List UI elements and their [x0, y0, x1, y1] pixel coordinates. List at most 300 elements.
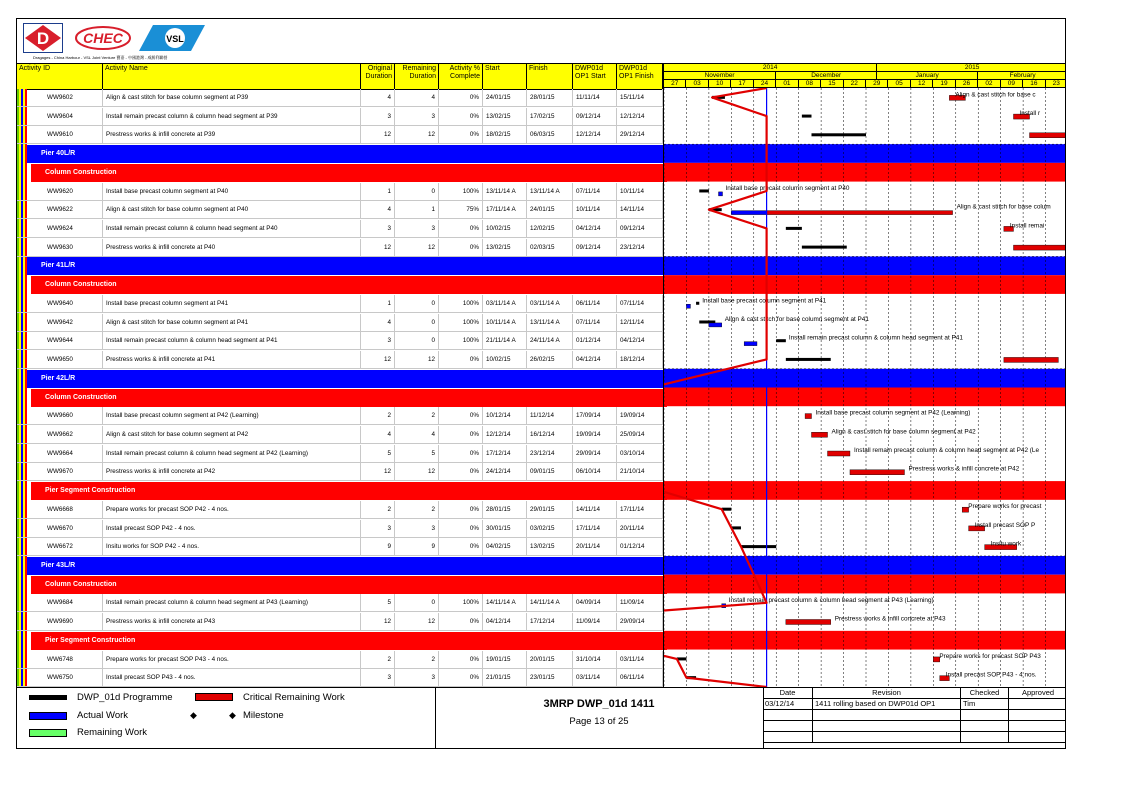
gantt-bar-label: Prepare works for precast SOP P43 [939, 652, 1041, 660]
revision-header-approved: Approved [1009, 688, 1066, 699]
dwp-start-date: 12/12/14 [573, 126, 617, 143]
critical-bar [1030, 133, 1066, 138]
finish-date: 24/11/14 A [527, 332, 573, 349]
programme-bar [776, 339, 786, 342]
logo-strip [17, 19, 1066, 63]
finish-date: 14/11/14 A [527, 594, 573, 611]
remaining-duration: 1 [395, 201, 439, 218]
remaining-duration: 3 [395, 520, 439, 537]
revision-approved [1009, 699, 1066, 710]
percent-complete: 0% [439, 613, 483, 630]
dwp-start-date: 09/12/14 [573, 108, 617, 125]
dwp-finish-date: 19/09/14 [617, 407, 663, 424]
programme-bar [699, 189, 709, 192]
original-duration: 5 [361, 445, 395, 462]
start-date: 17/11/14 A [483, 201, 527, 218]
activity-id: WW9624 [31, 220, 103, 237]
legend-programme-swatch [29, 695, 67, 700]
legend-actual-label: Actual Work [77, 710, 129, 721]
activity-id: WW9660 [31, 407, 103, 424]
activity-name: Prestress works & infill concrete at P43 [103, 613, 361, 630]
revision-header-checked: Checked [961, 688, 1009, 699]
finish-date: 24/01/15 [527, 201, 573, 218]
original-duration: 12 [361, 613, 395, 630]
col-header-id[interactable]: Activity ID [17, 64, 103, 89]
original-duration: 4 [361, 201, 395, 218]
programme-bar [811, 133, 866, 136]
start-date: 04/12/14 [483, 613, 527, 630]
footer [17, 687, 1066, 749]
start-date: 17/12/14 [483, 445, 527, 462]
timescale-week: 19 [933, 80, 955, 88]
col-header-remaining-duration[interactable]: Remaining Duration [395, 64, 439, 89]
critical-bar [811, 432, 827, 437]
original-duration: 12 [361, 126, 395, 143]
table-row[interactable] [17, 594, 663, 612]
critical-bar [786, 619, 831, 624]
dwp-finish-date: 03/11/14 [617, 651, 663, 668]
actual-bar [709, 323, 722, 327]
wbs-band-pier[interactable]: Pier 40L/R [27, 145, 663, 163]
milestone-diamond-icon: ◆ [190, 710, 197, 720]
timescale-month: December [776, 72, 877, 80]
timescale-week: 27 [664, 80, 686, 88]
activity-id: WW9670 [31, 463, 103, 480]
critical-bar [1013, 245, 1066, 250]
activity-name: Install remain precast column & column head segment at P43 (Learning) [103, 594, 361, 611]
finish-date: 17/02/15 [527, 108, 573, 125]
timescale-week: 24 [754, 80, 776, 88]
wbs-band-section[interactable]: Column Construction [31, 576, 667, 594]
finish-date: 03/02/15 [527, 520, 573, 537]
dwp-start-date: 04/09/14 [573, 594, 617, 611]
dwp-start-date: 09/12/14 [573, 239, 617, 256]
activity-id: WW6670 [31, 520, 103, 537]
milestone-diamond-icon: ◆ [229, 710, 236, 720]
actual-bar [744, 342, 757, 346]
critical-bar [850, 470, 905, 475]
dwp-start-date: 07/11/14 [573, 314, 617, 331]
remaining-duration: 4 [395, 89, 439, 106]
original-duration: 12 [361, 463, 395, 480]
remaining-duration: 12 [395, 463, 439, 480]
col-header-finish[interactable]: Finish [527, 64, 573, 89]
wbs-band-section[interactable]: Pier Segment Construction [31, 482, 667, 500]
col-header-start[interactable]: Start [483, 64, 527, 89]
timescale-month: November [664, 72, 776, 80]
original-duration: 2 [361, 501, 395, 518]
wbs-band-pier[interactable]: Pier 41L/R [27, 257, 663, 275]
table-row[interactable] [17, 407, 663, 425]
programme-bar [741, 545, 776, 548]
start-date: 24/01/15 [483, 89, 527, 106]
percent-complete: 0% [439, 126, 483, 143]
revision-header-revision: Revision [813, 688, 961, 699]
activity-id: WW9640 [31, 295, 103, 312]
remaining-duration: 5 [395, 445, 439, 462]
timescale-month: February [978, 72, 1066, 80]
critical-bar [828, 451, 850, 456]
gantt-wbs-band [664, 556, 1066, 575]
gantt-wbs-band [664, 256, 1066, 275]
wbs-band-section[interactable]: Column Construction [31, 164, 667, 182]
activity-id: WW9610 [31, 126, 103, 143]
joint-venture-text: Dragages - China Harbour - VSL Joint Venture 寶嘉 - 中國港灣 - 威勝利聯營 [33, 55, 168, 60]
dwp-start-date: 04/12/14 [573, 351, 617, 368]
timescale-year: 2015 [877, 64, 1066, 72]
dwp-start-date: 19/09/14 [573, 426, 617, 443]
dwp-start-date: 06/10/14 [573, 463, 617, 480]
finish-date: 06/03/15 [527, 126, 573, 143]
gantt-body [664, 88, 1066, 687]
start-date: 13/11/14 A [483, 183, 527, 200]
timescale-week: 16 [1023, 80, 1045, 88]
percent-complete: 0% [439, 89, 483, 106]
wbs-band-section[interactable]: Column Construction [31, 389, 667, 407]
finish-date: 09/01/15 [527, 463, 573, 480]
timescale-week: 10 [709, 80, 731, 88]
dragages-logo-letter: D [36, 29, 50, 48]
dwp-finish-date: 03/10/14 [617, 445, 663, 462]
programme-bar [802, 246, 847, 249]
gantt-bar-label: Align & cast stitch for base column segment at P41 [724, 315, 869, 323]
activity-id: WW9620 [31, 183, 103, 200]
programme-bar [802, 115, 812, 118]
activity-name: Install precast SOP P42 - 4 nos. [103, 520, 361, 537]
legend-critical-swatch [195, 693, 233, 701]
start-date: 24/12/14 [483, 463, 527, 480]
dwp-start-date: 31/10/14 [573, 651, 617, 668]
table-row[interactable] [17, 239, 663, 257]
table-row[interactable] [17, 501, 663, 519]
activity-name: Prepare works for precast SOP P42 - 4 nos. [103, 501, 361, 518]
activity-id: WW9664 [31, 445, 103, 462]
percent-complete: 0% [439, 351, 483, 368]
gantt-bar-label: Insitu work [990, 540, 1022, 548]
activity-id: WW6748 [31, 651, 103, 668]
start-date: 21/01/15 [483, 669, 527, 686]
revision-checked: Tim [961, 699, 1009, 710]
activity-id: WW6672 [31, 538, 103, 555]
col-header-dwp-start[interactable]: DWP01d OP1 Start [573, 64, 617, 89]
activity-name: Install precast SOP P43 - 4 nos. [103, 669, 361, 686]
start-date: 10/11/14 A [483, 314, 527, 331]
legend-programme-label: DWP_01d Programme [77, 692, 173, 703]
dwp-finish-date: 11/09/14 [617, 594, 663, 611]
finish-date: 11/12/14 [527, 407, 573, 424]
table-row[interactable] [17, 669, 663, 687]
legend [17, 688, 436, 749]
percent-complete: 0% [439, 669, 483, 686]
finish-date: 28/01/15 [527, 89, 573, 106]
start-date: 10/02/15 [483, 351, 527, 368]
gantt-bar-label: Prestress works & infill concrete at P42 [908, 465, 1020, 473]
activity-id: WW9662 [31, 426, 103, 443]
activity-id: WW6750 [31, 669, 103, 686]
dwp-start-date: 04/12/14 [573, 220, 617, 237]
remaining-duration: 0 [395, 332, 439, 349]
percent-complete: 0% [439, 651, 483, 668]
table-row[interactable] [17, 314, 663, 332]
percent-complete: 100% [439, 314, 483, 331]
start-date: 28/01/15 [483, 501, 527, 518]
remaining-duration: 12 [395, 351, 439, 368]
timescale-week: 05 [888, 80, 910, 88]
activity-table [17, 89, 663, 687]
start-date: 03/11/14 A [483, 295, 527, 312]
finish-date: 02/03/15 [527, 239, 573, 256]
wbs-band-section[interactable]: Pier Segment Construction [31, 632, 667, 650]
original-duration: 3 [361, 108, 395, 125]
activity-id: WW9644 [31, 332, 103, 349]
start-date: 18/02/15 [483, 126, 527, 143]
percent-complete: 0% [439, 108, 483, 125]
percent-complete: 0% [439, 501, 483, 518]
finish-date: 13/02/15 [527, 538, 573, 555]
gantt-bar-label: Install remain precast column & column head segment at P42 (Le [853, 447, 1040, 455]
table-row[interactable] [17, 520, 663, 538]
table-row[interactable] [17, 332, 663, 350]
wbs-band-pier[interactable]: Pier 42L/R [27, 370, 663, 388]
table-row[interactable] [17, 220, 663, 238]
activity-name: Align & cast stitch for base column segment at P39 [103, 89, 361, 106]
gantt-bar-label: Install remain precast column & column head segment at P41 [788, 334, 963, 342]
original-duration: 4 [361, 89, 395, 106]
table-row[interactable] [17, 295, 663, 313]
remaining-duration: 2 [395, 407, 439, 424]
finish-date: 12/02/15 [527, 220, 573, 237]
remaining-duration: 4 [395, 426, 439, 443]
table-row[interactable] [17, 445, 663, 463]
finish-date: 26/02/15 [527, 351, 573, 368]
critical-bar [805, 414, 811, 419]
timescale-week: 08 [799, 80, 821, 88]
table-row[interactable] [17, 351, 663, 369]
original-duration: 3 [361, 332, 395, 349]
actual-bar [686, 304, 690, 308]
dwp-finish-date: 25/09/14 [617, 426, 663, 443]
gantt-bar-label: Prepare works for precast [968, 503, 1042, 511]
activity-name: Align & cast stitch for base column segment at P42 [103, 426, 361, 443]
finish-date: 23/01/15 [527, 669, 573, 686]
col-header-pct-complete[interactable]: Activity % Complete [439, 64, 483, 89]
revision-description: 1411 rolling based on DWP01d OP1 [813, 699, 961, 710]
legend-remaining-label: Remaining Work [77, 727, 148, 738]
percent-complete: 0% [439, 445, 483, 462]
dwp-finish-date: 12/11/14 [617, 314, 663, 331]
original-duration: 2 [361, 651, 395, 668]
percent-complete: 0% [439, 463, 483, 480]
start-date: 21/11/14 A [483, 332, 527, 349]
remaining-duration: 12 [395, 239, 439, 256]
original-duration: 1 [361, 295, 395, 312]
dwp-finish-date: 09/12/14 [617, 220, 663, 237]
programme-bar [786, 227, 802, 230]
table-row[interactable] [17, 89, 663, 107]
dwp-start-date: 03/11/14 [573, 669, 617, 686]
activity-id: WW9630 [31, 239, 103, 256]
finish-date: 13/11/14 A [527, 183, 573, 200]
dwp-finish-date: 21/10/14 [617, 463, 663, 480]
vsl-logo-letters: VSL [166, 34, 184, 44]
activity-id: WW6668 [31, 501, 103, 518]
gantt-wbs-band [664, 631, 1066, 650]
gantt-wbs-band [664, 388, 1066, 407]
table-row[interactable] [17, 538, 663, 556]
dwp-start-date: 01/12/14 [573, 332, 617, 349]
timescale-week: 17 [731, 80, 753, 88]
legend-remaining-swatch [29, 729, 67, 737]
activity-name: Install remain precast column & column head segment at P39 [103, 108, 361, 125]
start-date: 14/11/14 A [483, 594, 527, 611]
activity-name: Prepare works for precast SOP P43 - 4 nos. [103, 651, 361, 668]
gantt-bar-label: Install base precast column segment at P41 [702, 297, 827, 305]
actual-bar [719, 192, 723, 196]
revision-header-date: Date [763, 688, 813, 699]
table-row[interactable] [17, 651, 663, 669]
percent-complete: 100% [439, 332, 483, 349]
activity-name: Insitu works for SOP P42 - 4 nos. [103, 538, 361, 555]
gantt-bar-label: Align & cast stitch for base colum [956, 203, 1051, 211]
activity-name: Install base precast column segment at P40 [103, 183, 361, 200]
percent-complete: 0% [439, 538, 483, 555]
timescale-week: 03 [686, 80, 708, 88]
table-row[interactable] [17, 108, 663, 126]
remaining-duration: 12 [395, 613, 439, 630]
dwp-finish-date: 29/09/14 [617, 613, 663, 630]
original-duration: 4 [361, 426, 395, 443]
original-duration: 3 [361, 520, 395, 537]
revision-table [763, 688, 1066, 749]
remaining-duration: 0 [395, 594, 439, 611]
dwp-start-date: 11/11/14 [573, 89, 617, 106]
dwp-finish-date: 12/12/14 [617, 108, 663, 125]
gantt-wbs-band [664, 144, 1066, 163]
table-row[interactable] [17, 426, 663, 444]
activity-name: Prestress works & infill concrete at P41 [103, 351, 361, 368]
dwp-start-date: 20/11/14 [573, 538, 617, 555]
wbs-band-section[interactable]: Column Construction [31, 276, 667, 294]
schedule-sheet [16, 18, 1066, 749]
dwp-start-date: 29/09/14 [573, 445, 617, 462]
dwp-finish-date: 07/11/14 [617, 295, 663, 312]
original-duration: 12 [361, 351, 395, 368]
dragages-logo [23, 23, 63, 53]
remaining-duration: 0 [395, 314, 439, 331]
start-date: 19/01/15 [483, 651, 527, 668]
percent-complete: 0% [439, 407, 483, 424]
timescale-week: 02 [978, 80, 1000, 88]
finish-date: 13/11/14 A [527, 314, 573, 331]
remaining-duration: 0 [395, 183, 439, 200]
start-date: 30/01/15 [483, 520, 527, 537]
table-row[interactable] [17, 126, 663, 144]
remaining-duration: 0 [395, 295, 439, 312]
chec-logo-letters: CHEC [83, 30, 123, 46]
timescale-month: January [877, 72, 978, 80]
remaining-duration: 3 [395, 669, 439, 686]
finish-date: 03/11/14 A [527, 295, 573, 312]
original-duration: 5 [361, 594, 395, 611]
gantt-bar-label: Install precast SOP P [974, 521, 1036, 529]
gantt-wbs-band [664, 275, 1066, 294]
gantt-bar-label: Install base precast column segment at P42 (Learning) [815, 409, 971, 417]
dwp-start-date: 11/09/14 [573, 613, 617, 630]
dwp-finish-date: 04/12/14 [617, 332, 663, 349]
activity-id: WW9650 [31, 351, 103, 368]
dwp-finish-date: 29/12/14 [617, 126, 663, 143]
percent-complete: 0% [439, 239, 483, 256]
activity-id: WW9684 [31, 594, 103, 611]
legend-actual-swatch [29, 712, 67, 720]
finish-date: 29/01/15 [527, 501, 573, 518]
gantt-wbs-band [664, 369, 1066, 388]
activity-id: WW9642 [31, 314, 103, 331]
original-duration: 2 [361, 407, 395, 424]
remaining-duration: 2 [395, 651, 439, 668]
timescale-week: 12 [911, 80, 933, 88]
gantt-bar-label: Install base precast column segment at P40 [725, 184, 850, 192]
gantt-wbs-band [664, 163, 1066, 182]
original-duration: 12 [361, 239, 395, 256]
finish-date: 17/12/14 [527, 613, 573, 630]
table-row[interactable] [17, 613, 663, 631]
percent-complete: 0% [439, 220, 483, 237]
activity-id: WW9622 [31, 201, 103, 218]
finish-date: 16/12/14 [527, 426, 573, 443]
remaining-duration: 2 [395, 501, 439, 518]
gantt-timescale [664, 63, 1066, 88]
table-row[interactable] [17, 201, 663, 219]
gantt-bar-label: Install remain precast column & column head segment at P43 (Learning) [728, 596, 934, 604]
activity-name: Align & cast stitch for base column segment at P41 [103, 314, 361, 331]
dwp-finish-date: 18/12/14 [617, 351, 663, 368]
timescale-week: 15 [821, 80, 843, 88]
percent-complete: 100% [439, 594, 483, 611]
start-date: 10/12/14 [483, 407, 527, 424]
original-duration: 3 [361, 669, 395, 686]
remaining-duration: 3 [395, 108, 439, 125]
percent-complete: 100% [439, 295, 483, 312]
legend-milestone-label: Milestone [243, 710, 284, 721]
percent-complete: 0% [439, 426, 483, 443]
timescale-year: 2014 [664, 64, 877, 72]
finish-date: 20/01/15 [527, 651, 573, 668]
col-header-name[interactable]: Activity Name [103, 64, 361, 89]
critical-bar [1004, 357, 1059, 362]
col-header-dwp-finish[interactable]: DWP01d OP1 Finish [617, 64, 663, 89]
gantt-bar-label: Align & cast stitch for base column segment at P42 [831, 428, 976, 436]
col-header-original-duration[interactable]: Original Duration [361, 64, 395, 89]
original-duration: 3 [361, 220, 395, 237]
gantt-bar-label: Prestress works & infill concrete at P43 [834, 615, 946, 623]
dwp-start-date: 10/11/14 [573, 201, 617, 218]
gantt-bar-label: Install precast SOP P43 - 4 nos. [945, 671, 1037, 679]
activity-name: Prestress works & infill concrete at P40 [103, 239, 361, 256]
table-header [17, 63, 663, 90]
timescale-week: 29 [866, 80, 888, 88]
actual-bar [731, 211, 766, 215]
vsl-logo [139, 25, 205, 51]
table-row[interactable] [17, 183, 663, 201]
wbs-band-pier[interactable]: Pier 43L/R [27, 557, 663, 575]
gantt-bar-label: Install remai [1009, 222, 1045, 230]
gantt-bar-label: Install r [1019, 110, 1041, 118]
timescale-week: 22 [844, 80, 866, 88]
table-row[interactable] [17, 463, 663, 481]
programme-bar [696, 302, 699, 305]
revision-date: 03/12/14 [763, 699, 813, 710]
